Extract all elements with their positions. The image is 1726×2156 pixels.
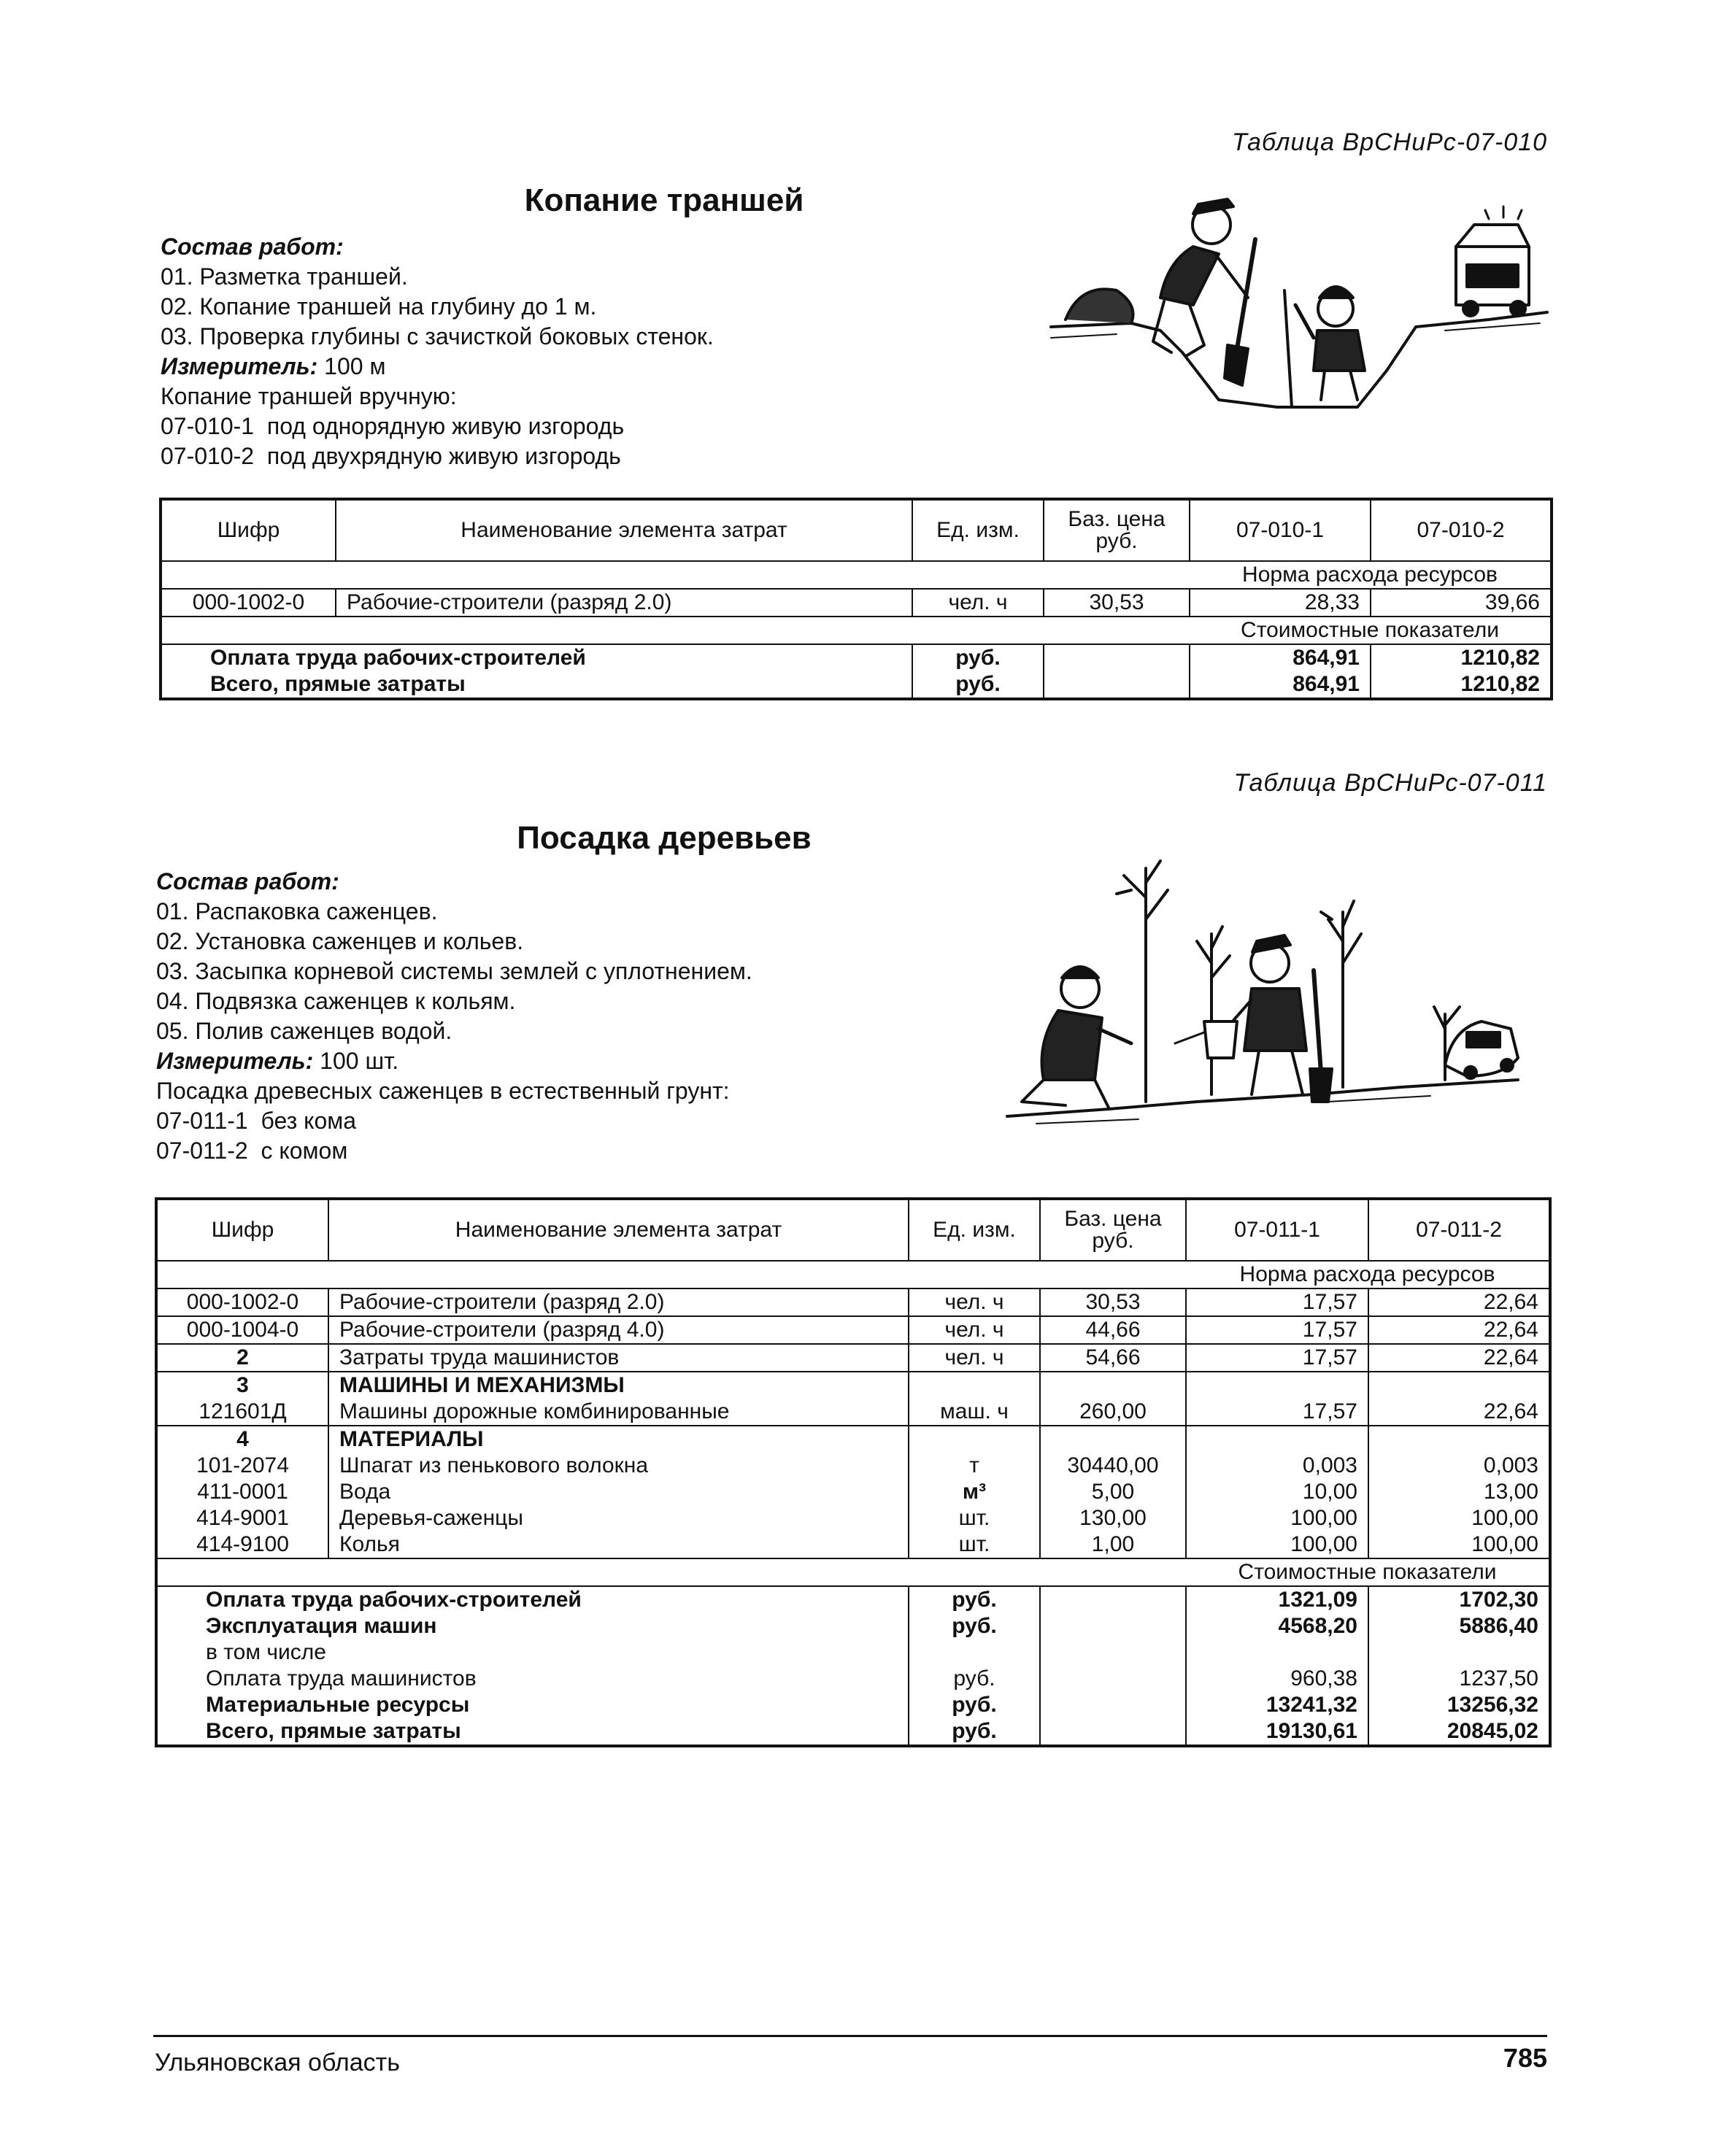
total-v1 — [1186, 1639, 1368, 1666]
header-name: Наименование элемента затрат — [336, 499, 912, 561]
section-title-1: Копание траншей — [524, 182, 804, 218]
cell-v2: 22,64 — [1368, 1344, 1550, 1372]
norma-label: Норма расхода ресурсов — [1190, 561, 1552, 589]
total-v2: 1210,82 — [1371, 671, 1552, 699]
work-step: 01. Распаковка саженцев. — [156, 898, 438, 924]
cell-v1: 17,57 — [1186, 1316, 1368, 1344]
table-row — [156, 1426, 1550, 1453]
total-v1: 19130,61 — [1186, 1718, 1368, 1746]
section-title-2: Посадка деревьев — [517, 820, 812, 856]
cell-price: 130,00 — [1040, 1505, 1186, 1531]
code-text: под двухрядную живую изгородь — [266, 443, 621, 469]
work-description-2 — [156, 867, 752, 1166]
header-shifr: Шифр — [156, 1199, 328, 1261]
header-unit: Ед. изм. — [912, 499, 1044, 561]
cell-unit: шт. — [909, 1505, 1040, 1531]
total-name: Всего, прямые затраты — [161, 671, 912, 699]
section-heading: МАТЕРИАЛЫ — [328, 1426, 909, 1453]
total-v1: 4568,20 — [1186, 1613, 1368, 1639]
cell-v1: 10,00 — [1186, 1479, 1368, 1505]
header-unit: Ед. изм. — [909, 1199, 1040, 1261]
table-row — [156, 1479, 1550, 1505]
work-step: 02. Копание траншей на глубину до 1 м. — [161, 293, 597, 320]
cell-shifr: 121601Д — [156, 1399, 328, 1426]
table-row — [156, 1316, 1550, 1344]
work-step: 02. Установка саженцев и кольев. — [156, 928, 524, 954]
cell-shifr: 414-9100 — [156, 1531, 328, 1558]
total-name: Всего, прямые затраты — [156, 1718, 909, 1746]
table-caption-2: Таблица ВрСНиРс-07-011 — [1233, 769, 1547, 797]
code: 07-011-2 — [156, 1137, 248, 1164]
work-description-1 — [161, 232, 714, 471]
table-row — [156, 1586, 1550, 1613]
tree-planting-illustration — [963, 824, 1547, 1145]
cell-name: Рабочие-строители (разряд 4.0) — [328, 1316, 909, 1344]
footer-divider — [153, 2035, 1547, 2037]
izmeritel-value: 100 м — [324, 353, 386, 379]
code: 07-011-1 — [156, 1108, 248, 1134]
code-text: под однорядную живую изгородь — [266, 413, 625, 439]
header-name: Наименование элемента затрат — [328, 1199, 909, 1261]
header-col1: 07-010-1 — [1190, 499, 1371, 561]
table-row — [156, 1639, 1550, 1666]
table-row — [156, 1453, 1550, 1479]
total-unit: руб. — [909, 1586, 1040, 1613]
cell-v2: 100,00 — [1368, 1505, 1550, 1531]
cell-v1: 17,57 — [1186, 1399, 1368, 1426]
total-unit: руб. — [909, 1613, 1040, 1639]
cell-shifr: 414-9001 — [156, 1505, 328, 1531]
table-row — [156, 1718, 1550, 1746]
cell-unit: чел. ч — [912, 589, 1044, 617]
cell-v2: 22,64 — [1368, 1288, 1550, 1316]
work-step: 03. Засыпка корневой системы землей с уплотнением. — [156, 958, 752, 984]
total-unit: руб. — [909, 1718, 1040, 1746]
total-v2: 5886,40 — [1368, 1613, 1550, 1639]
header-col2: 07-010-2 — [1371, 499, 1552, 561]
cell-v1: 17,57 — [1186, 1288, 1368, 1316]
total-v2: 20845,02 — [1368, 1718, 1550, 1746]
header-shifr: Шифр — [161, 499, 336, 561]
total-name: Оплата труда рабочих-строителей — [161, 644, 912, 671]
cell-shifr: 000-1004-0 — [156, 1316, 328, 1344]
section-number: 3 — [156, 1372, 328, 1399]
cell-unit: чел. ч — [909, 1288, 1040, 1316]
work-step: 01. Разметка траншей. — [161, 263, 408, 290]
total-unit: руб. — [909, 1692, 1040, 1718]
total-v2: 1702,30 — [1368, 1586, 1550, 1613]
section-heading: МАШИНЫ И МЕХАНИЗМЫ — [328, 1372, 909, 1399]
cell-v2: 22,64 — [1368, 1316, 1550, 1344]
cell-price: 30440,00 — [1040, 1453, 1186, 1479]
cell-price: 260,00 — [1040, 1399, 1186, 1426]
cell-price: 1,00 — [1040, 1531, 1186, 1558]
intro-text: Копание траншей вручную: — [161, 383, 457, 409]
total-v1: 13241,32 — [1186, 1692, 1368, 1718]
cell-name: Затраты труда машинистов — [328, 1344, 909, 1372]
cell-shifr: 411-0001 — [156, 1479, 328, 1505]
cell-v2: 100,00 — [1368, 1531, 1550, 1558]
cell-v2: 13,00 — [1368, 1479, 1550, 1505]
cell-v2: 39,66 — [1371, 589, 1552, 617]
total-unit: руб. — [909, 1666, 1040, 1692]
total-v2: 1210,82 — [1371, 644, 1552, 671]
total-name: Оплата труда рабочих-строителей — [156, 1586, 909, 1613]
izmeritel-label: Измеритель: — [161, 353, 318, 379]
cell-name: Вода — [328, 1479, 909, 1505]
cell-unit: т — [909, 1453, 1040, 1479]
cell-v1: 17,57 — [1186, 1344, 1368, 1372]
cell-v1: 28,33 — [1190, 589, 1371, 617]
cell-unit: чел. ч — [909, 1316, 1040, 1344]
total-v2: 1237,50 — [1368, 1666, 1550, 1692]
cell-price: 54,66 — [1040, 1344, 1186, 1372]
table-row — [156, 1666, 1550, 1692]
cell-v2: 22,64 — [1368, 1399, 1550, 1426]
cell-price: 5,00 — [1040, 1479, 1186, 1505]
work-step: 05. Полив саженцев водой. — [156, 1018, 452, 1044]
cost-table-1 — [159, 498, 1553, 700]
cell-v1: 100,00 — [1186, 1505, 1368, 1531]
sostav-label: Состав работ: — [156, 868, 339, 895]
cell-v1: 0,003 — [1186, 1453, 1368, 1479]
page-number: 785 — [1503, 2043, 1547, 2073]
cell-name: Колья — [328, 1531, 909, 1558]
cell-unit: чел. ч — [909, 1344, 1040, 1372]
sostav-label: Состав работ: — [161, 233, 344, 260]
cell-shifr: 2 — [156, 1344, 328, 1372]
intro-text: Посадка древесных саженцев в естественный грунт: — [156, 1078, 730, 1104]
cell-shifr: 101-2074 — [156, 1453, 328, 1479]
cell-unit: маш. ч — [909, 1399, 1040, 1426]
cell-name: Рабочие-строители (разряд 2.0) — [336, 589, 912, 617]
total-v1: 960,38 — [1186, 1666, 1368, 1692]
table-row — [161, 644, 1552, 671]
footer-region: Ульяновская область — [155, 2049, 400, 2076]
cell-shifr: 000-1002-0 — [156, 1288, 328, 1316]
table-row — [156, 1288, 1550, 1316]
section-number: 4 — [156, 1426, 328, 1453]
code: 07-010-2 — [161, 443, 255, 469]
work-step: 03. Проверка глубины с зачисткой боковых стенок. — [161, 323, 714, 349]
table-row — [161, 671, 1552, 699]
cell-v2: 0,003 — [1368, 1453, 1550, 1479]
header-price: Баз. цена руб. — [1040, 1199, 1186, 1261]
header-col1: 07-011-1 — [1186, 1199, 1368, 1261]
cell-shifr: 000-1002-0 — [161, 589, 336, 617]
izmeritel-label: Измеритель: — [156, 1048, 314, 1074]
table-row — [161, 589, 1552, 617]
table-row — [156, 1613, 1550, 1639]
cell-unit: шт. — [909, 1531, 1040, 1558]
cell-name: Рабочие-строители (разряд 2.0) — [328, 1288, 909, 1316]
table-row — [156, 1344, 1550, 1372]
cell-price: 30,53 — [1040, 1288, 1186, 1316]
izmeritel-value: 100 шт. — [320, 1048, 399, 1074]
cell-price: 44,66 — [1040, 1316, 1186, 1344]
cell-v1: 100,00 — [1186, 1531, 1368, 1558]
work-step: 04. Подвязка саженцев к кольям. — [156, 988, 516, 1014]
header-price: Баз. цена руб. — [1044, 499, 1190, 561]
table-row — [156, 1372, 1550, 1399]
total-name: в том числе — [156, 1639, 909, 1666]
total-name: Эксплуатация машин — [156, 1613, 909, 1639]
table-row — [156, 1505, 1550, 1531]
total-v2 — [1368, 1639, 1550, 1666]
cell-price: 30,53 — [1044, 589, 1190, 617]
code-text: без кома — [261, 1108, 357, 1134]
total-v1: 864,91 — [1190, 644, 1371, 671]
table-row — [156, 1399, 1550, 1426]
total-v1: 1321,09 — [1186, 1586, 1368, 1613]
total-unit: руб. — [912, 644, 1044, 671]
total-v2: 13256,32 — [1368, 1692, 1550, 1718]
total-unit: руб. — [912, 671, 1044, 699]
stoim-label: Стоимостные показатели — [1190, 617, 1552, 644]
cell-name: Деревья-саженцы — [328, 1505, 909, 1531]
cell-name: Шпагат из пенькового волокна — [328, 1453, 909, 1479]
table-row — [156, 1531, 1550, 1558]
total-name: Материальные ресурсы — [156, 1692, 909, 1718]
code-text: с комом — [261, 1137, 348, 1164]
cell-unit: м³ — [909, 1479, 1040, 1505]
norma-label: Норма расхода ресурсов — [1186, 1261, 1550, 1288]
trench-digging-illustration — [1036, 181, 1569, 436]
stoim-label: Стоимостные показатели — [1186, 1558, 1550, 1586]
table-caption-1: Таблица ВрСНиРс-07-010 — [1231, 128, 1547, 156]
total-v1: 864,91 — [1190, 671, 1371, 699]
code: 07-010-1 — [161, 413, 255, 439]
total-unit — [909, 1639, 1040, 1666]
total-name: Оплата труда машинистов — [156, 1666, 909, 1692]
table-row — [156, 1692, 1550, 1718]
cost-table-2 — [155, 1197, 1552, 1747]
cell-name: Машины дорожные комбинированные — [328, 1399, 909, 1426]
header-col2: 07-011-2 — [1368, 1199, 1550, 1261]
